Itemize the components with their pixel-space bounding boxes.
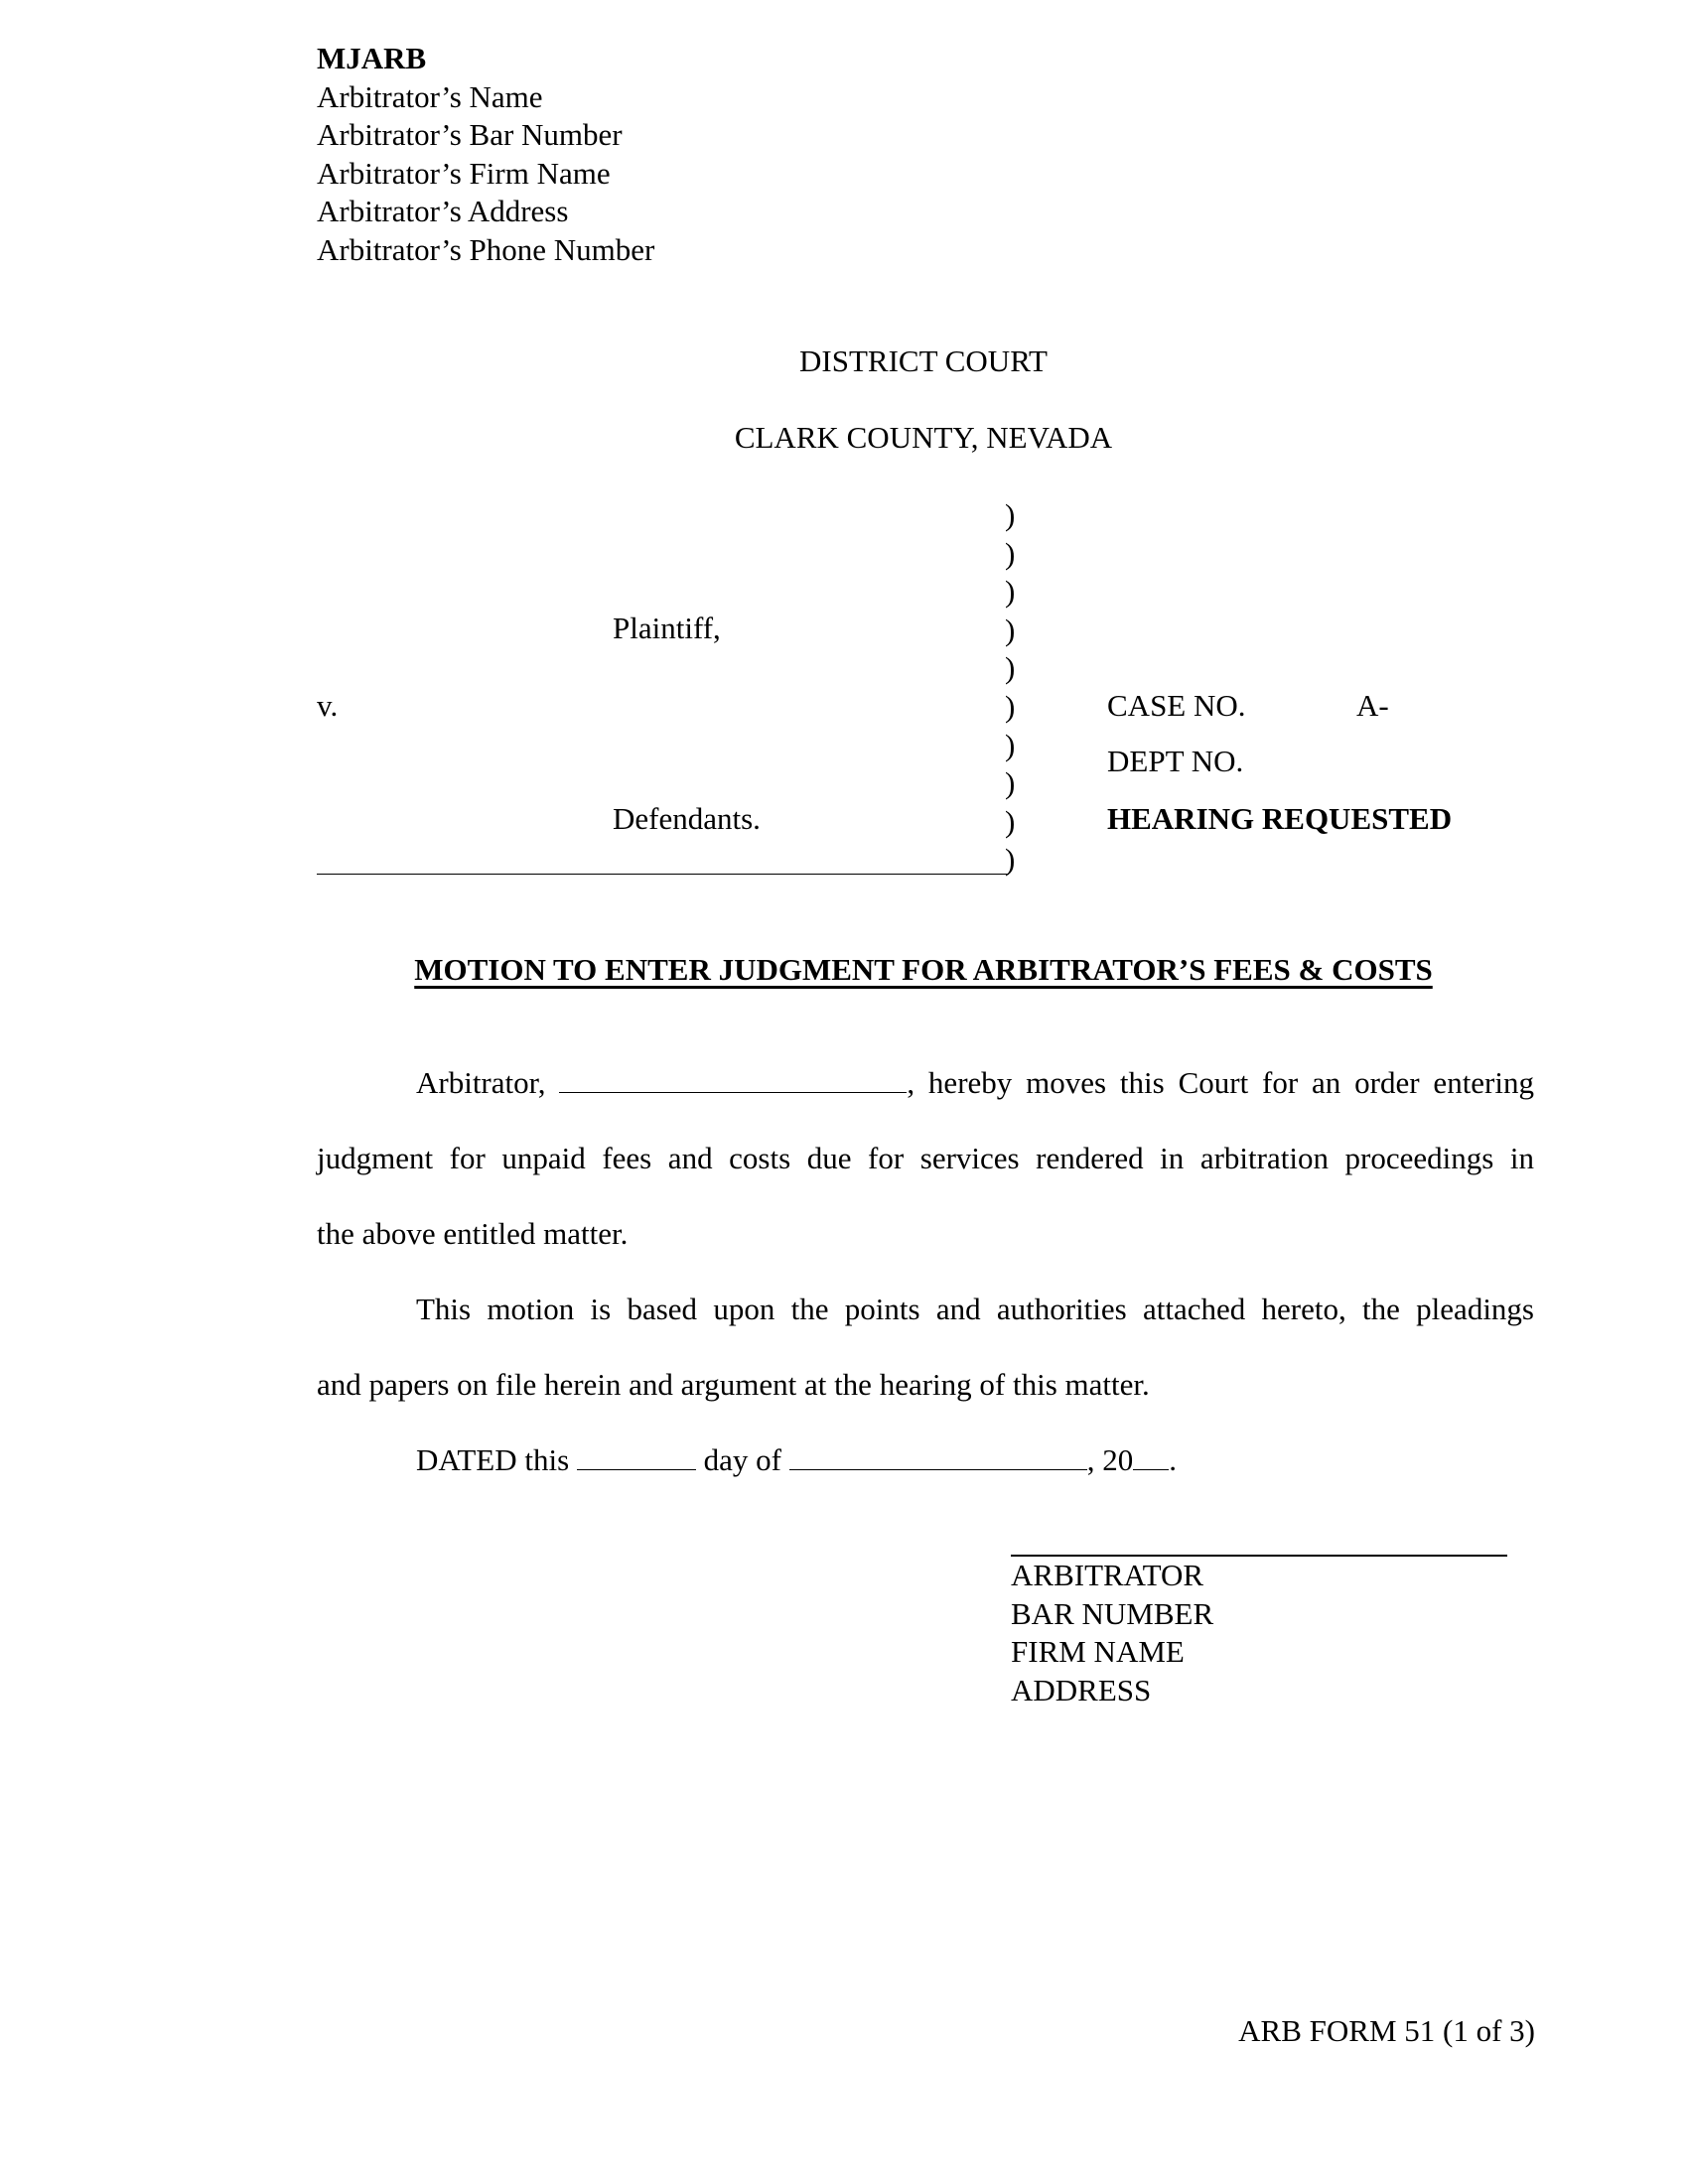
caption-paren: )	[1005, 842, 1016, 878]
caption-paren: )	[1005, 535, 1016, 571]
court-county: CLARK COUNTY, NEVADA	[734, 420, 1113, 455]
year-prefix: , 20	[1086, 1442, 1134, 1477]
case-number-label: CASE NO.	[1107, 688, 1246, 723]
arbitrator-bar-number-line: Arbitrator’s Bar Number	[317, 117, 623, 152]
dated-this-label: DATED this	[416, 1442, 570, 1477]
motion-title: MOTION TO ENTER JUDGMENT FOR ARBITRATOR’S FEES & COSTS	[414, 952, 1433, 987]
arbitrator-intro: Arbitrator,	[416, 1065, 546, 1100]
signature-block	[1011, 1557, 1213, 1709]
arbitrator-firm-name-line: Arbitrator’s Firm Name	[317, 155, 611, 191]
court-name: DISTRICT COURT	[799, 343, 1048, 378]
year-end: .	[1169, 1442, 1177, 1477]
moves-court-text: , hereby moves this Court for an order entering	[907, 1065, 1534, 1100]
paragraph-2-line-1: This motion is based upon the points and authorities attached hereto, the pleadings	[416, 1292, 1534, 1326]
caption-paren: )	[1005, 688, 1016, 724]
signature-arbitrator: ARBITRATOR	[1011, 1558, 1204, 1592]
paragraph-2-line-2: and papers on file herein and argument at the hearing of this matter.	[317, 1367, 1150, 1402]
arbitrator-phone-line: Arbitrator’s Phone Number	[317, 231, 655, 267]
paragraph-1-line-1	[317, 1064, 1534, 1102]
arbitrator-name-line: Arbitrator’s Name	[317, 78, 543, 114]
arbitrator-name-blank[interactable]	[559, 1068, 907, 1093]
dept-number-label: DEPT NO.	[1107, 744, 1244, 778]
caption-paren: )	[1005, 650, 1016, 686]
dated-line	[416, 1441, 1177, 1479]
plaintiff-label: Plaintiff,	[613, 611, 721, 645]
versus-label: v.	[317, 688, 339, 723]
year-blank[interactable]	[1133, 1445, 1169, 1470]
caption-paren: )	[1005, 574, 1016, 610]
month-blank[interactable]	[789, 1445, 1087, 1470]
day-of-label: day of	[703, 1442, 781, 1477]
paragraph-1-line-3: the above entitled matter.	[317, 1216, 629, 1251]
signature-address: ADDRESS	[1011, 1672, 1152, 1707]
org-name: MJARB	[317, 41, 427, 75]
day-blank[interactable]	[577, 1445, 696, 1470]
hearing-requested-label: HEARING REQUESTED	[1107, 801, 1453, 836]
arbitrator-address-line: Arbitrator’s Address	[317, 194, 569, 228]
caption-paren: )	[1005, 727, 1016, 762]
paragraph-1-line-2: judgment for unpaid fees and costs due for services rendered in arbitration proceedings in	[317, 1141, 1534, 1175]
case-number-value: A-	[1356, 688, 1389, 723]
caption-divider-line	[317, 874, 1009, 875]
caption-paren: )	[1005, 765, 1016, 801]
form-footer: ARB FORM 51 (1 of 3)	[1238, 2013, 1535, 2048]
caption-paren: )	[1005, 803, 1016, 839]
caption-paren: )	[1005, 497, 1016, 532]
caption-parentheses	[1005, 496, 1015, 880]
defendants-label: Defendants.	[613, 801, 761, 836]
caption-paren: )	[1005, 612, 1016, 647]
signature-bar-number: BAR NUMBER	[1011, 1595, 1214, 1631]
signature-firm-name: FIRM NAME	[1011, 1634, 1185, 1669]
arbitrator-header	[317, 40, 654, 269]
